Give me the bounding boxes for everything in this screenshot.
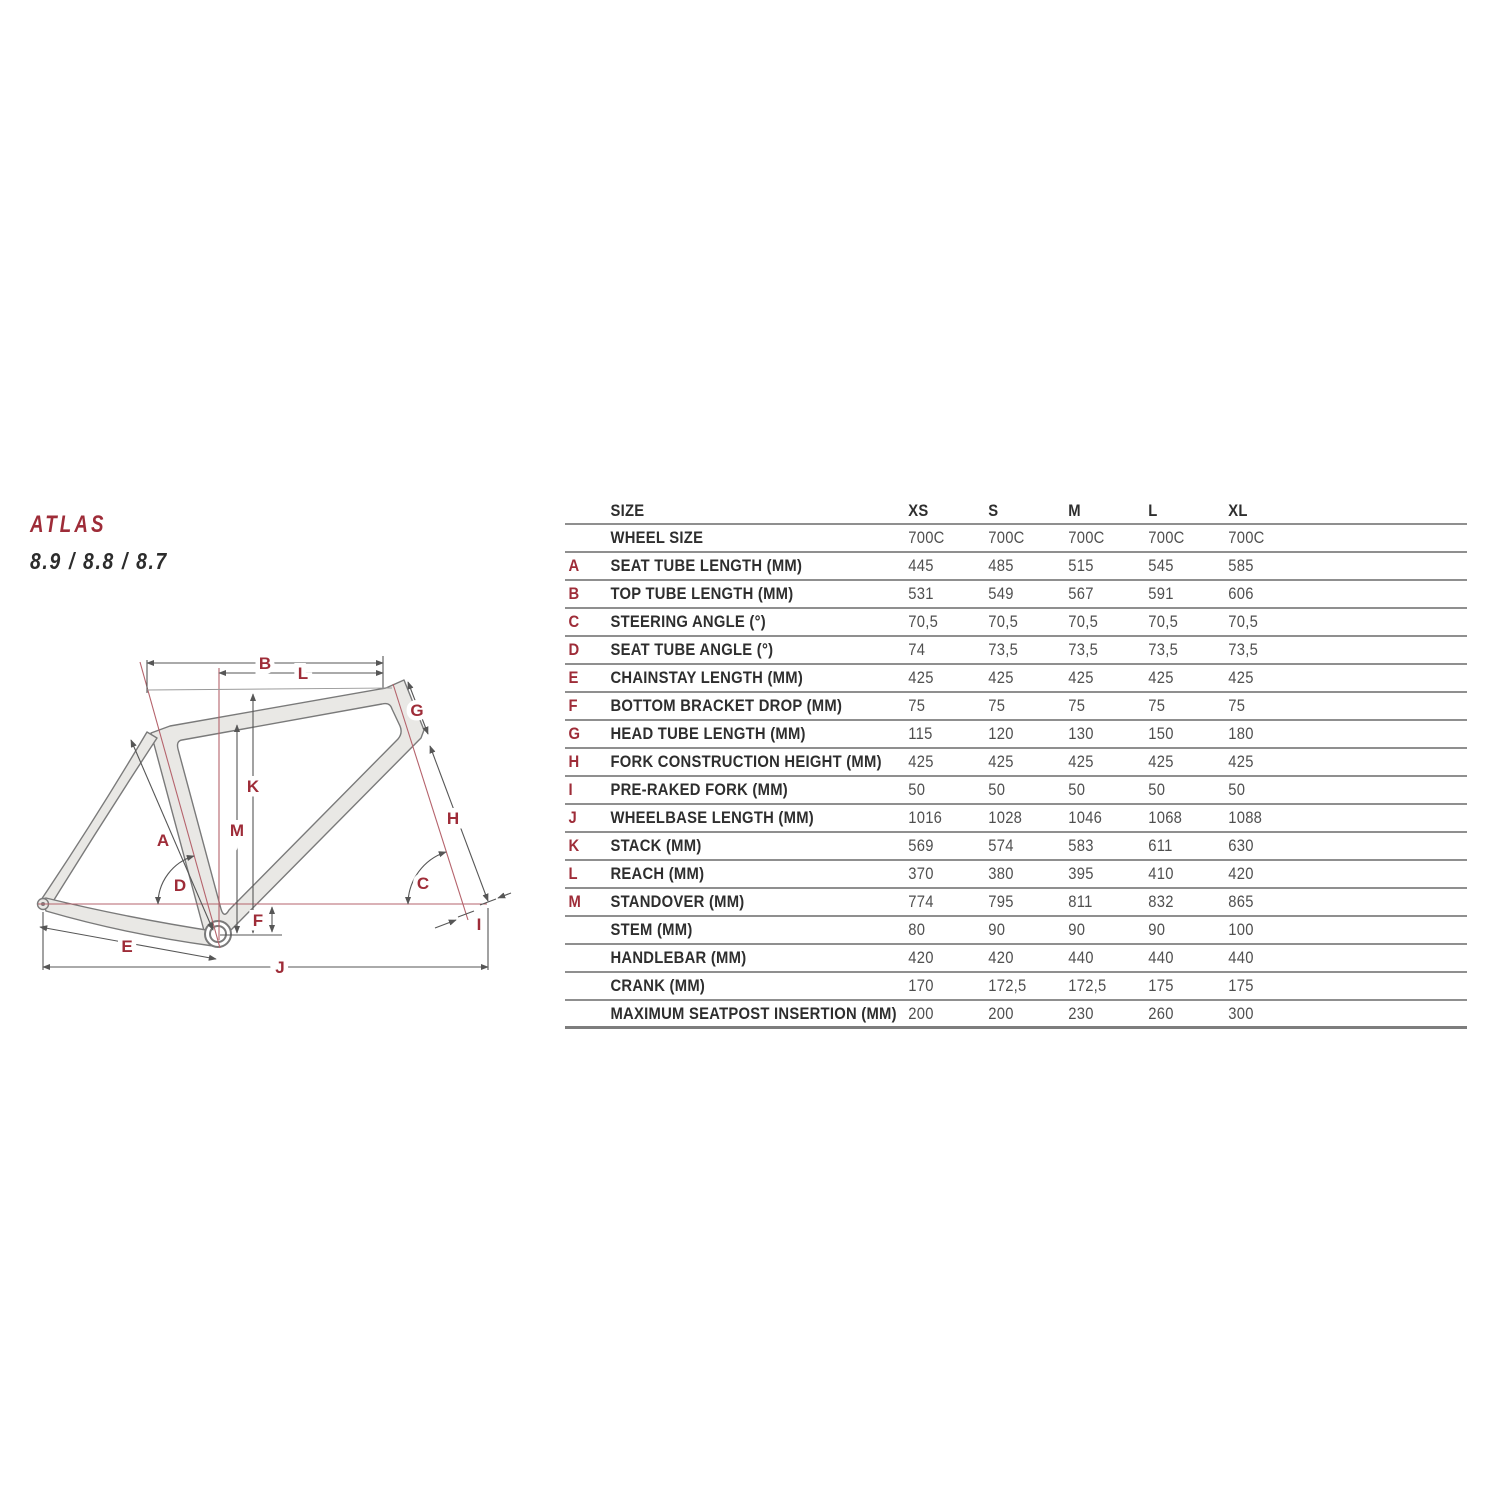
row-letter: L: [568, 864, 578, 883]
column-header: M: [1068, 500, 1081, 520]
row-value: 440: [1148, 948, 1174, 967]
row-value: 425: [988, 668, 1014, 687]
row-value: 73,5: [1228, 640, 1259, 659]
dim-I-right-arrow: [498, 893, 511, 898]
row-value: 172,5: [1068, 976, 1107, 995]
row-label: MAXIMUM SEATPOST INSERTION (MM): [610, 1003, 897, 1023]
row-label: HANDLEBAR (MM): [610, 948, 747, 967]
row-value: 150: [1148, 724, 1174, 743]
row-letter: D: [568, 640, 580, 659]
row-value: 774: [908, 892, 934, 911]
row-value: 611: [1148, 836, 1173, 855]
row-value: 260: [1148, 1003, 1174, 1023]
row-letter: C: [568, 612, 580, 631]
row-value: 395: [1068, 864, 1094, 883]
table-row: [565, 945, 1467, 973]
table-row: [565, 861, 1467, 889]
row-value: 130: [1068, 724, 1094, 743]
table-row: [565, 1001, 1467, 1029]
row-value: 700C: [988, 528, 1025, 547]
dim-label-a: A: [156, 831, 170, 850]
column-header: XL: [1228, 500, 1248, 520]
row-value: 115: [908, 724, 933, 743]
row-value: 300: [1228, 1003, 1254, 1023]
row-value: 420: [1228, 864, 1254, 883]
row-letter: F: [568, 696, 578, 715]
row-value: 70,5: [908, 612, 939, 631]
row-label: WHEELBASE LENGTH (MM): [610, 808, 814, 827]
row-label: STEM (MM): [610, 920, 693, 939]
row-value: 70,5: [1068, 612, 1099, 631]
dim-label-c: C: [416, 874, 430, 893]
table-row: [565, 637, 1467, 665]
table-row: [565, 525, 1467, 553]
row-value: 80: [908, 920, 926, 939]
row-value: 175: [1148, 976, 1174, 995]
row-letter: B: [568, 584, 580, 603]
row-value: 50: [988, 780, 1006, 799]
row-label: SEAT TUBE ANGLE (°): [610, 640, 774, 659]
row-value: 1068: [1148, 808, 1183, 827]
row-value: 865: [1228, 892, 1254, 911]
row-value: 630: [1228, 836, 1254, 855]
title-block: [30, 512, 194, 574]
row-value: 90: [1148, 920, 1166, 939]
dim-label-i: I: [476, 915, 482, 934]
row-label: TOP TUBE LENGTH (MM): [610, 584, 794, 603]
row-value: 795: [988, 892, 1014, 911]
bike-geometry-diagram: [30, 630, 525, 995]
table-row: [565, 777, 1467, 805]
row-value: 180: [1228, 724, 1254, 743]
row-value: 700C: [1068, 528, 1105, 547]
row-label: BOTTOM BRACKET DROP (MM): [610, 696, 843, 715]
row-value: 410: [1148, 864, 1174, 883]
row-value: 700C: [1148, 528, 1185, 547]
row-letter: H: [568, 752, 580, 771]
row-value: 73,5: [1148, 640, 1179, 659]
row-value: 700C: [1228, 528, 1265, 547]
row-value: 1028: [988, 808, 1023, 827]
row-value: 515: [1068, 556, 1094, 575]
table-row: [565, 805, 1467, 833]
frame-outline: [38, 680, 425, 947]
column-header: XS: [908, 500, 929, 520]
row-value: 531: [908, 584, 934, 603]
model-name: ATLAS: [30, 511, 107, 538]
row-value: 606: [1228, 584, 1254, 603]
table-row: [565, 609, 1467, 637]
row-letter: J: [568, 808, 577, 827]
row-label: STEERING ANGLE (°): [610, 612, 766, 631]
dim-label-g: G: [410, 701, 424, 720]
row-value: 420: [908, 948, 934, 967]
row-label: REACH (MM): [610, 864, 705, 883]
table-row: [565, 833, 1467, 861]
row-value: 425: [1068, 668, 1094, 687]
table-row: [565, 721, 1467, 749]
row-value: 75: [1068, 696, 1086, 715]
row-value: 172,5: [988, 976, 1027, 995]
row-value: 50: [1148, 780, 1166, 799]
row-value: 370: [908, 864, 934, 883]
row-letter: E: [568, 668, 579, 687]
row-value: 75: [1228, 696, 1246, 715]
table-row: [565, 553, 1467, 581]
row-value: 70,5: [1228, 612, 1259, 631]
dim-label-b: B: [258, 654, 272, 673]
column-header: L: [1148, 500, 1158, 520]
row-value: 380: [988, 864, 1014, 883]
row-letter: A: [568, 556, 580, 575]
table-body: [565, 525, 1467, 1029]
dim-label-d: D: [173, 876, 187, 895]
row-value: 425: [1228, 752, 1254, 771]
row-value: 230: [1068, 1003, 1094, 1023]
dim-label-f: F: [252, 911, 264, 930]
row-value: 440: [1228, 948, 1254, 967]
row-value: 75: [988, 696, 1006, 715]
row-value: 170: [908, 976, 934, 995]
row-value: 445: [908, 556, 934, 575]
dim-label-j: J: [275, 958, 285, 977]
row-label: SEAT TUBE LENGTH (MM): [610, 556, 803, 575]
row-value: 425: [1228, 668, 1254, 687]
row-value: 50: [908, 780, 926, 799]
row-label: CRANK (MM): [610, 976, 706, 995]
row-value: 75: [1148, 696, 1166, 715]
row-value: 70,5: [988, 612, 1019, 631]
row-value: 90: [1068, 920, 1086, 939]
table-row: [565, 749, 1467, 777]
row-value: 485: [988, 556, 1014, 575]
row-value: 74: [908, 640, 926, 659]
geometry-table: [565, 498, 1467, 1029]
row-value: 50: [1228, 780, 1246, 799]
row-value: 545: [1148, 556, 1174, 575]
row-value: 70,5: [1148, 612, 1179, 631]
row-value: 73,5: [988, 640, 1019, 659]
row-value: 100: [1228, 920, 1254, 939]
row-value: 440: [1068, 948, 1094, 967]
row-label: WHEEL SIZE: [610, 528, 704, 547]
row-value: 175: [1228, 976, 1254, 995]
dim-label-m: M: [229, 821, 245, 840]
row-value: 200: [908, 1003, 934, 1023]
row-label: CHAINSTAY LENGTH (MM): [610, 668, 804, 687]
row-label: STACK (MM): [610, 836, 702, 855]
row-value: 591: [1148, 584, 1174, 603]
row-value: 90: [988, 920, 1006, 939]
row-value: 420: [988, 948, 1014, 967]
row-value: 425: [1068, 752, 1094, 771]
row-value: 425: [908, 752, 934, 771]
dim-label-h: H: [446, 809, 460, 828]
row-value: 200: [988, 1003, 1014, 1023]
row-value: 583: [1068, 836, 1094, 855]
steering-axis: [393, 684, 468, 920]
row-value: 700C: [908, 528, 945, 547]
row-label: FORK CONSTRUCTION HEIGHT (MM): [610, 752, 882, 771]
row-value: 120: [988, 724, 1014, 743]
row-value: 425: [988, 752, 1014, 771]
row-letter: K: [568, 836, 580, 855]
row-label: HEAD TUBE LENGTH (MM): [610, 724, 806, 743]
row-value: 549: [988, 584, 1014, 603]
row-letter: I: [568, 780, 573, 799]
table-row: [565, 665, 1467, 693]
row-label: STANDOVER (MM): [610, 892, 745, 911]
seat-tube-axis: [140, 662, 220, 948]
row-value: 425: [1148, 752, 1174, 771]
row-value: 425: [1148, 668, 1174, 687]
row-value: 811: [1068, 892, 1093, 911]
table-row: [565, 973, 1467, 1001]
row-value: 73,5: [1068, 640, 1099, 659]
column-header: S: [988, 500, 999, 520]
row-value: 567: [1068, 584, 1094, 603]
row-value: 75: [908, 696, 926, 715]
row-value: 425: [908, 668, 934, 687]
row-value: 832: [1148, 892, 1174, 911]
table-header-row: [565, 498, 1467, 525]
row-label: PRE-RAKED FORK (MM): [610, 780, 788, 799]
size-column-header: SIZE: [610, 500, 645, 520]
row-value: 585: [1228, 556, 1254, 575]
table-row: [565, 917, 1467, 945]
table-row: [565, 693, 1467, 721]
dim-I-left-arrow: [435, 920, 456, 928]
table-row: [565, 889, 1467, 917]
dim-label-l: L: [297, 664, 309, 683]
row-value: 1016: [908, 808, 943, 827]
row-value: 574: [988, 836, 1014, 855]
row-letter: G: [568, 724, 580, 743]
dim-label-e: E: [121, 937, 133, 956]
row-value: 569: [908, 836, 934, 855]
model-versions: 8.9 / 8.8 / 8.7: [30, 548, 168, 574]
row-letter: M: [568, 892, 581, 911]
dim-label-k: K: [246, 777, 260, 796]
table-row: [565, 581, 1467, 609]
row-value: 1088: [1228, 808, 1263, 827]
row-value: 1046: [1068, 808, 1103, 827]
row-value: 50: [1068, 780, 1086, 799]
